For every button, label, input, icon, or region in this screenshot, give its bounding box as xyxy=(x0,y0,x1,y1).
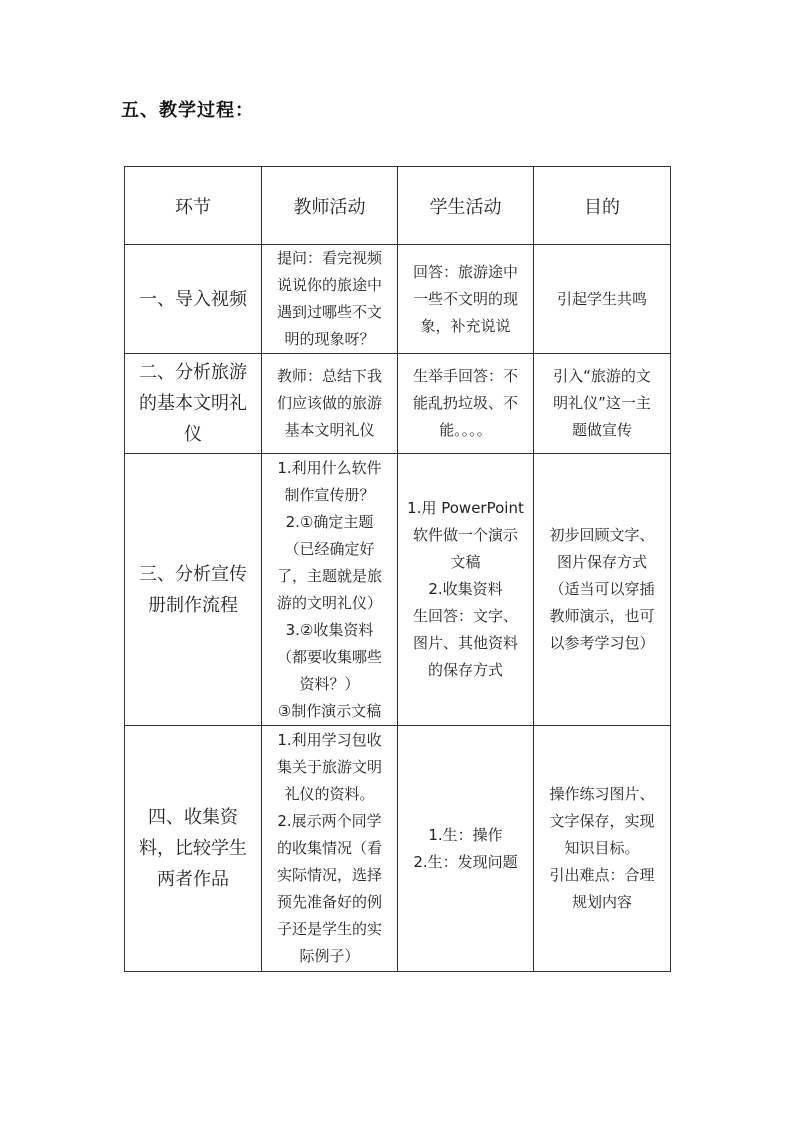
cell-line: 游的文明礼仪） xyxy=(276,593,382,612)
cell-line: 提问：看完视频 xyxy=(276,249,382,267)
cell-line: 规划内容 xyxy=(571,893,632,911)
cell-line: 2.生：发现问题 xyxy=(413,852,518,871)
teacher-activity-cell xyxy=(262,726,398,972)
cell-line: 象，补充说说 xyxy=(420,316,511,335)
cell-line: 基本文明礼仪 xyxy=(284,421,375,439)
cell-line: 教师演示，也可 xyxy=(549,607,655,625)
stage-cell xyxy=(125,454,262,726)
stage-cell xyxy=(125,726,262,972)
cell-line: 实际情况，选择 xyxy=(276,866,382,884)
cell-line: （适当可以穿插 xyxy=(549,580,655,598)
cell-line: 子还是学生的实 xyxy=(276,920,382,938)
cell-line: 的基本文明礼 xyxy=(139,393,247,414)
cell-line: 2.展示两个同学 xyxy=(277,812,382,830)
cell-line: 1.利用什么软件 xyxy=(277,458,382,477)
student-activity-cell xyxy=(398,245,534,354)
cell-line: 明的现象呀？ xyxy=(284,330,375,348)
table-row xyxy=(125,726,671,972)
cell-line: 仪 xyxy=(184,424,202,445)
cell-line: 三、分析宣传 xyxy=(139,563,247,585)
cell-line: 2.①确定主题 xyxy=(285,512,374,531)
purpose-cell xyxy=(534,454,671,726)
purpose-cell xyxy=(534,726,671,972)
cell-line: 集关于旅游文明 xyxy=(276,758,382,776)
cell-line: ③制作演示文稿 xyxy=(277,701,382,720)
cell-line: 明礼仪”这一主 xyxy=(553,394,651,412)
stage-cell xyxy=(125,354,262,454)
cell-line: 引出难点：合理 xyxy=(549,866,655,884)
header-stage: 环节 xyxy=(125,167,262,245)
cell-line: 料，比较学生 xyxy=(139,838,247,859)
table-header-row xyxy=(125,167,671,245)
cell-line: 预先准备好的例 xyxy=(276,893,382,911)
cell-line: 引入“旅游的文 xyxy=(553,367,651,385)
cell-line: 回答：旅游途中 xyxy=(412,262,518,281)
cell-line: 能乱扔垃圾、不 xyxy=(412,394,518,412)
cell-line: 册制作流程 xyxy=(148,594,238,616)
student-activity-cell xyxy=(398,454,534,726)
cell-line: 1.利用学习包收 xyxy=(277,731,382,749)
cell-line: 知识目标。 xyxy=(564,839,640,857)
cell-line: 一、导入视频 xyxy=(139,288,247,310)
header-student-activity: 学生活动 xyxy=(398,167,534,245)
cell-line: 说说你的旅途中 xyxy=(276,276,382,294)
cell-line: 了，主题就是旅 xyxy=(276,566,382,585)
teacher-activity-cell xyxy=(262,454,398,726)
teaching-process-table xyxy=(124,166,671,972)
cell-line: （已经确定好 xyxy=(284,539,375,558)
header-teacher-activity: 教师活动 xyxy=(262,167,398,245)
cell-line: 能。。。。 xyxy=(439,421,492,439)
stage-cell xyxy=(125,245,262,354)
cell-line: 际例子） xyxy=(299,947,360,965)
cell-line: 文字保存，实现 xyxy=(549,812,655,830)
student-activity-cell xyxy=(398,726,534,972)
table-row xyxy=(125,245,671,354)
cell-line: 一些不文明的现 xyxy=(412,289,518,308)
cell-line: 生回答：文字、 xyxy=(412,607,518,625)
header-purpose: 目的 xyxy=(534,167,671,245)
cell-line: 1.生：操作 xyxy=(428,825,503,844)
table-row xyxy=(125,354,671,454)
cell-line: （都要收集哪些 xyxy=(276,647,382,666)
cell-line: 生举手回答：不 xyxy=(412,367,518,385)
purpose-cell xyxy=(534,354,671,454)
cell-line: 图片、其他资料 xyxy=(412,634,518,652)
cell-line: 制作宣传册？ xyxy=(284,485,375,504)
cell-line: 们应该做的旅游 xyxy=(276,394,382,412)
cell-line: 文稿 xyxy=(450,553,481,571)
cell-line: 教师：总结下我 xyxy=(276,367,382,385)
cell-line: 操作练习图片、 xyxy=(549,785,655,803)
purpose-cell xyxy=(534,245,671,354)
section-heading: 五、教学过程： xyxy=(121,100,254,121)
cell-line: 的收集情况（看 xyxy=(276,839,382,857)
cell-line: 引起学生共鸣 xyxy=(556,289,647,308)
cell-line: 2.收集资料 xyxy=(428,580,503,598)
cell-line: 的保存方式 xyxy=(427,661,503,679)
cell-line: 四、收集资 xyxy=(148,807,238,828)
teacher-activity-cell xyxy=(262,354,398,454)
cell-line: 题做宣传 xyxy=(571,421,632,439)
cell-line: 两者作品 xyxy=(157,869,229,890)
student-activity-cell xyxy=(398,354,534,454)
teacher-activity-cell xyxy=(262,245,398,354)
cell-line: 二、分析旅游 xyxy=(139,362,247,383)
cell-line: 图片保存方式 xyxy=(556,553,647,571)
table-row xyxy=(125,454,671,726)
cell-line: 资料？） xyxy=(299,674,360,693)
cell-line: 1.用 PowerPoint xyxy=(407,499,524,517)
cell-line: 遇到过哪些不文 xyxy=(276,303,382,321)
cell-line: 3.②收集资料 xyxy=(285,620,374,639)
cell-line: 以参考学习包） xyxy=(549,634,655,652)
cell-line: 礼仪的资料。 xyxy=(284,785,375,803)
cell-line: 软件做一个演示 xyxy=(412,526,518,544)
cell-line: 初步回顾文字、 xyxy=(549,526,655,544)
